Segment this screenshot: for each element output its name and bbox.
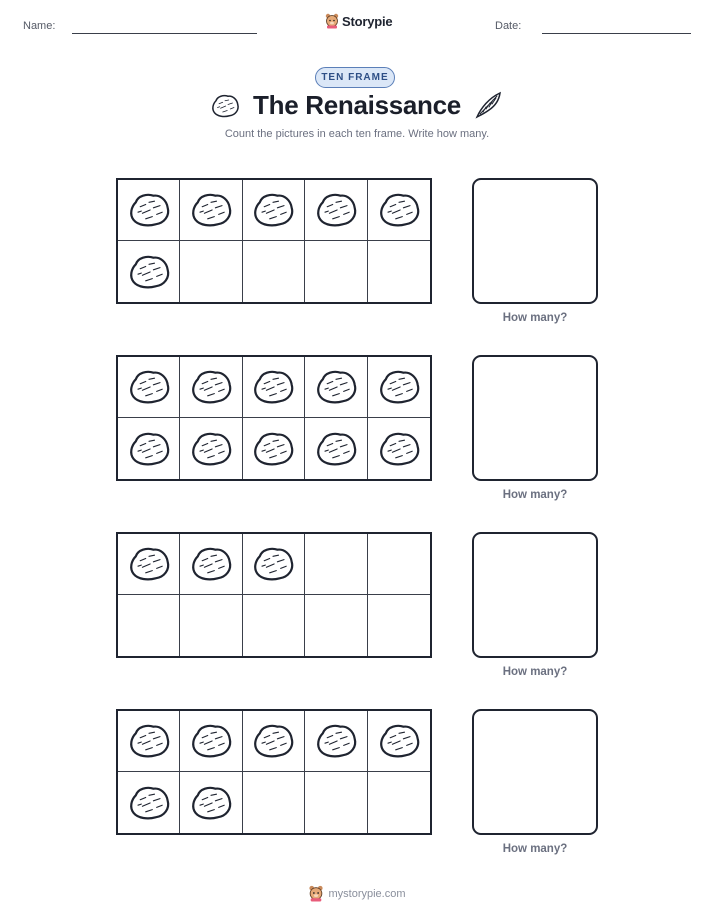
answer-box[interactable] [472, 709, 598, 835]
ten-frame-cell [305, 241, 367, 302]
ten-frame-cell [305, 180, 367, 241]
rock-icon [127, 784, 171, 822]
rock-icon [127, 722, 171, 760]
ten-frame-cell [305, 711, 367, 772]
ten-frame-cell [243, 711, 305, 772]
how-many-label: How many? [502, 489, 568, 501]
ten-frame [116, 532, 432, 658]
footer [0, 885, 714, 902]
ten-frame-cell [180, 772, 242, 833]
rock-icon [251, 722, 295, 760]
ten-frame-cell [118, 595, 180, 656]
rock-icon [314, 191, 358, 229]
ten-frame-cell [243, 534, 305, 595]
rock-icon [377, 191, 421, 229]
ten-frame-cell [180, 595, 242, 656]
rock-icon [251, 430, 295, 468]
ten-frame-cell [243, 772, 305, 833]
ten-frame-cell [305, 534, 367, 595]
ten-frame-cell [118, 241, 180, 302]
date-line[interactable] [542, 33, 691, 34]
ten-frame-cell [305, 772, 367, 833]
ten-frame-cell [180, 241, 242, 302]
ten-frame-cell [368, 772, 430, 833]
ten-frame-cell [368, 534, 430, 595]
name-label: Name: [23, 20, 56, 32]
rock-icon [189, 191, 233, 229]
feather-wing-icon [473, 90, 503, 120]
ten-frame-cell [243, 357, 305, 418]
rock-icon [127, 430, 171, 468]
rock-icon [189, 722, 233, 760]
page-title: The Renaissance [253, 90, 461, 120]
ten-frame [116, 178, 432, 304]
ten-frame-cell [180, 180, 242, 241]
ten-frame-cell [180, 357, 242, 418]
how-many-label: How many? [502, 666, 568, 678]
ten-frame-cell [118, 418, 180, 479]
rock-icon [251, 545, 295, 583]
ten-frame-cell [368, 241, 430, 302]
rock-icon [314, 368, 358, 406]
answer-box[interactable] [472, 178, 598, 304]
ten-frame-cell [180, 711, 242, 772]
rock-icon [189, 784, 233, 822]
ten-frame-cell [243, 241, 305, 302]
ten-frame-cell [118, 180, 180, 241]
rock-icon [127, 253, 171, 291]
ten-frame-cell [243, 180, 305, 241]
ten-frame [116, 709, 432, 835]
ten-frame-cell [305, 595, 367, 656]
how-many-label: How many? [502, 312, 568, 324]
name-line[interactable] [72, 33, 257, 34]
rock-icon [189, 430, 233, 468]
ten-frame [116, 355, 432, 481]
rock-icon [251, 191, 295, 229]
ten-frame-cell [368, 595, 430, 656]
rock-icon [127, 191, 171, 229]
rock-icon [377, 722, 421, 760]
ten-frame-cell [305, 418, 367, 479]
ten-frame-cell [368, 357, 430, 418]
instructions: Count the pictures in each ten frame. Write how many. [224, 128, 490, 140]
rock-icon [189, 368, 233, 406]
rock-icon [189, 545, 233, 583]
rock-icon [314, 430, 358, 468]
rock-icon [127, 545, 171, 583]
ten-frame-cell [368, 180, 430, 241]
rock-icon [127, 368, 171, 406]
ten-frame-cell [180, 534, 242, 595]
rock-icon [377, 430, 421, 468]
date-label: Date: [495, 20, 522, 32]
ten-frame-cell [118, 357, 180, 418]
bear-mascot-icon [325, 13, 339, 29]
ten-frame-cell [368, 418, 430, 479]
ten-frame-cell [180, 418, 242, 479]
bear-mascot-icon [308, 885, 324, 902]
rock-icon [377, 368, 421, 406]
ten-frame-cell [118, 534, 180, 595]
ten-frame-cell [243, 595, 305, 656]
brand-name: Storypie [342, 13, 393, 29]
rock-icon [314, 722, 358, 760]
worksheet-type-badge: TEN FRAME [315, 67, 395, 88]
how-many-label: How many? [502, 843, 568, 855]
answer-box[interactable] [472, 532, 598, 658]
ten-frame-cell [118, 772, 180, 833]
ten-frame-cell [305, 357, 367, 418]
ten-frame-cell [243, 418, 305, 479]
rock-icon [251, 368, 295, 406]
answer-box[interactable] [472, 355, 598, 481]
ten-frame-cell [368, 711, 430, 772]
brand-logo [325, 13, 392, 29]
ten-frame-cell [118, 711, 180, 772]
footer-url: mystorypie.com [328, 887, 406, 900]
